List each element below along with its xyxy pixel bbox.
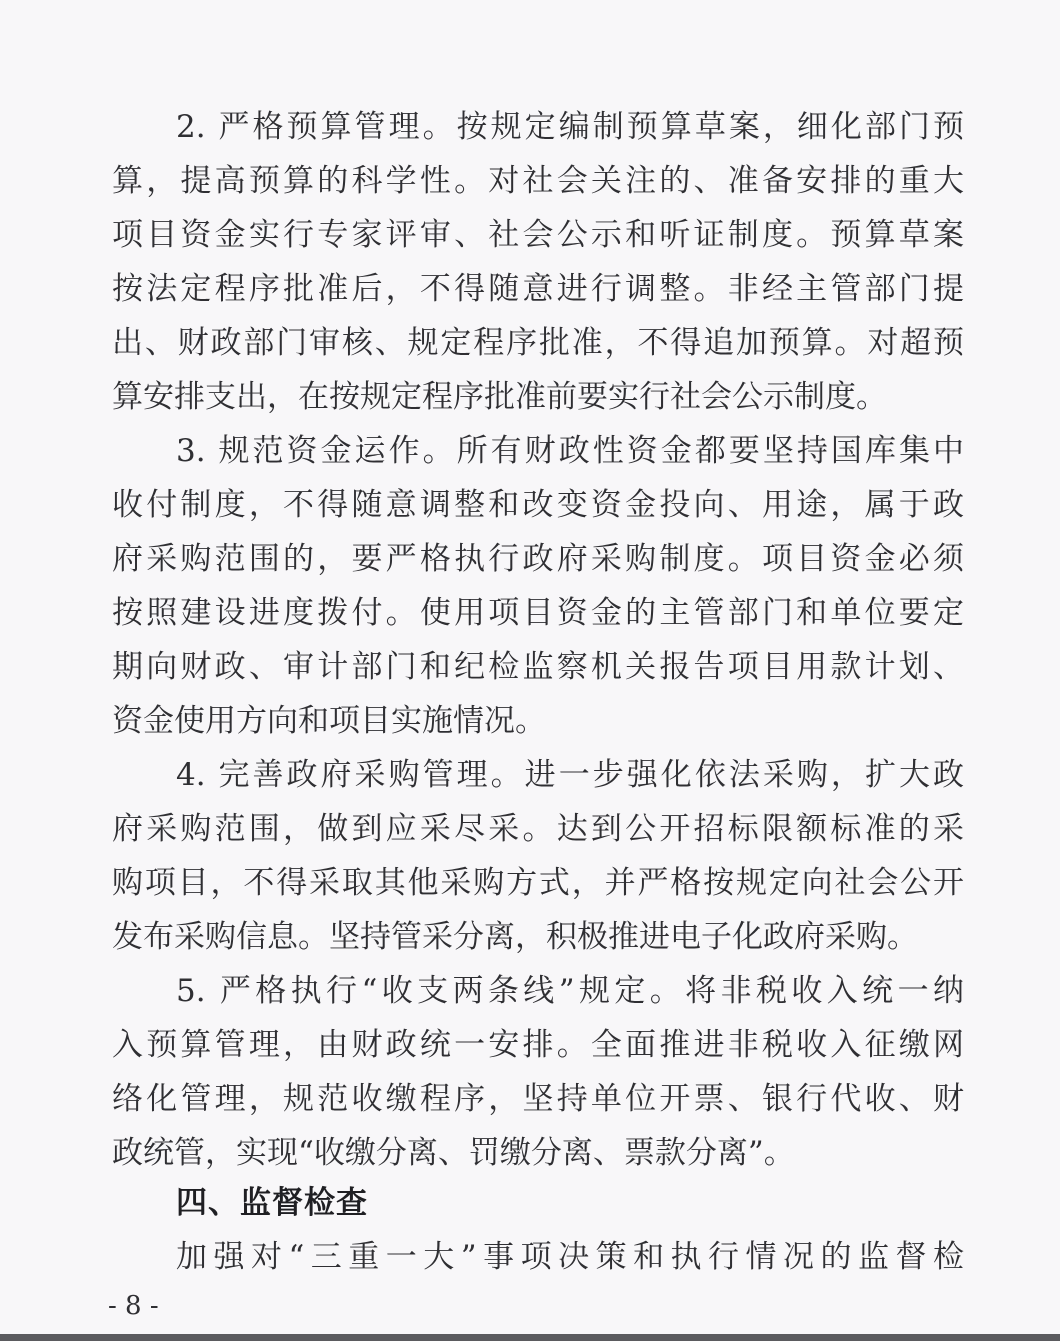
section-paragraph-line-1: 加强对“三重一大”事项决策和执行情况的监督检 bbox=[176, 1239, 964, 1275]
section-heading: 四、监督检查 bbox=[176, 1185, 368, 1221]
paragraph-3-line-2: 收付制度，不得随意调整和改变资金投向、用途，属于政 bbox=[112, 487, 964, 523]
paragraph-2-line-2: 算，提高预算的科学性。对社会关注的、准备安排的重大 bbox=[112, 163, 964, 199]
paragraph-3-line-5: 期向财政、审计部门和纪检监察机关报告项目用款计划、 bbox=[112, 649, 964, 685]
paragraph-5-line-1: 5. 严格执行“收支两条线”规定。将非税收入统一纳 bbox=[176, 973, 964, 1009]
page-number: - 8 - bbox=[108, 1291, 159, 1321]
paragraph-2-line-6: 算安排支出，在按规定程序批准前要实行社会公示制度。 bbox=[112, 379, 887, 415]
paragraph-5-line-3: 络化管理，规范收缴程序，坚持单位开票、银行代收、财 bbox=[112, 1081, 964, 1117]
paragraph-3-line-4: 按照建设进度拨付。使用项目资金的主管部门和单位要定 bbox=[112, 595, 964, 631]
paragraph-2-line-5: 出、财政部门审核、规定程序批准，不得追加预算。对超预 bbox=[112, 325, 964, 361]
paragraph-5-line-2: 入预算管理，由财政统一安排。全面推进非税收入征缴网 bbox=[112, 1027, 964, 1063]
scan-edge-bar bbox=[0, 1334, 1060, 1341]
paragraph-3-line-1: 3. 规范资金运作。所有财政性资金都要坚持国库集中 bbox=[176, 433, 964, 469]
paragraph-3-line-6: 资金使用方向和项目实施情况。 bbox=[112, 703, 546, 739]
paragraph-2-line-3: 项目资金实行专家评审、社会公示和听证制度。预算草案 bbox=[112, 217, 964, 253]
paragraph-4-line-3: 购项目，不得采取其他采购方式，并严格按规定向社会公开 bbox=[112, 865, 964, 901]
paragraph-4-line-2: 府采购范围，做到应采尽采。达到公开招标限额标准的采 bbox=[112, 811, 964, 847]
paragraph-4-line-4: 发布采购信息。坚持管采分离，积极推进电子化政府采购。 bbox=[112, 919, 918, 955]
paragraph-2-line-1: 2. 严格预算管理。按规定编制预算草案，细化部门预 bbox=[176, 109, 964, 145]
paragraph-3-line-3: 府采购范围的，要严格执行政府采购制度。项目资金必须 bbox=[112, 541, 964, 577]
paragraph-2-line-4: 按法定程序批准后，不得随意进行调整。非经主管部门提 bbox=[112, 271, 964, 307]
paragraph-4-line-1: 4. 完善政府采购管理。进一步强化依法采购，扩大政 bbox=[176, 757, 964, 793]
paragraph-5-line-4: 政统管，实现“收缴分离、罚缴分离、票款分离”。 bbox=[112, 1135, 795, 1171]
